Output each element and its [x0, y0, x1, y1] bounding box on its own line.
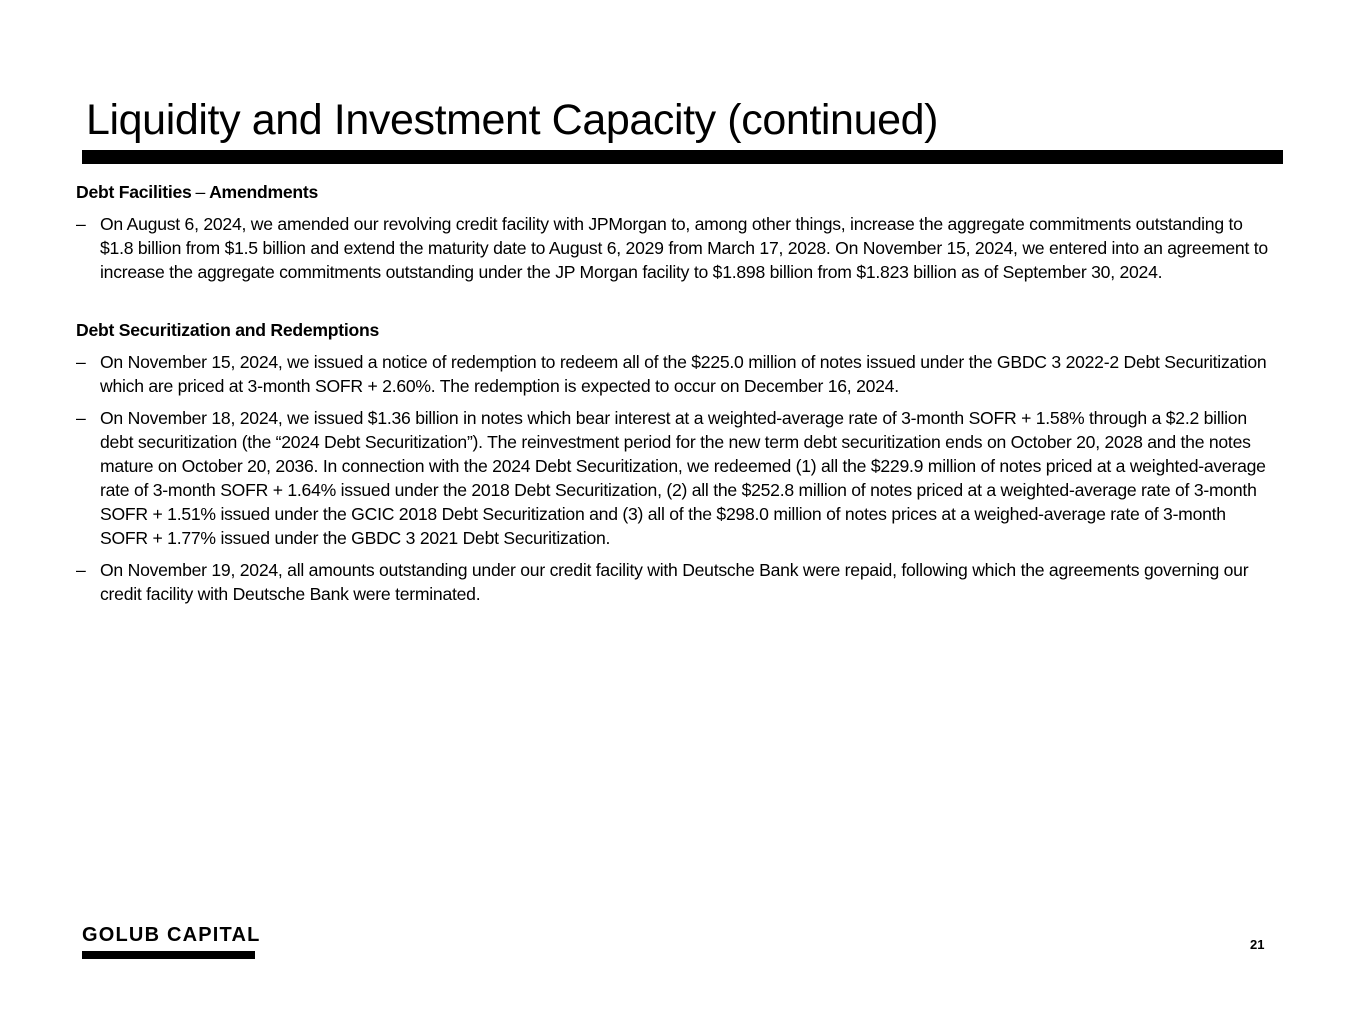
- section-heading-right: Amendments: [209, 182, 319, 202]
- dash-bullet-icon: –: [76, 352, 86, 372]
- dash-bullet-icon: –: [76, 214, 86, 234]
- list-item: [76, 558, 1276, 606]
- list-item: [76, 212, 1276, 284]
- bullet-list: [76, 212, 1276, 284]
- page-number: 21: [1250, 937, 1265, 952]
- list-item: [76, 350, 1276, 398]
- section-heading-left: Debt Facilities: [76, 182, 192, 202]
- title-divider: [82, 150, 1283, 164]
- section-debt-securitization: [76, 318, 1276, 606]
- bullet-text: On November 19, 2024, all amounts outstanding under our credit facility with Deutsche Bank were repaid, following which the agreements governing our credit facility with Deutsche Bank were terminated.: [100, 560, 1249, 604]
- company-logo: [82, 924, 261, 959]
- dash-bullet-icon: –: [76, 408, 86, 428]
- section-spacer: [76, 284, 1276, 318]
- list-item: [76, 406, 1276, 550]
- slide-body: [76, 180, 1276, 606]
- bullet-text: On November 15, 2024, we issued a notice of redemption to redeem all of the $225.0 million of notes issued under the GBDC 3 2022-2 Debt Securitization which are priced at 3-month SOFR + 2.60%. The redemption is expected to occur on December 16, 2024.: [100, 352, 1267, 396]
- section-heading-separator: –: [195, 182, 206, 202]
- bullet-text: On August 6, 2024, we amended our revolving credit facility with JPMorgan to, among other things, increase the aggregate commitments outstanding to $1.8 billion from $1.5 billion and extend the maturity date to August 6, 2029 from March 17, 2028. On November 15, 2024, we entered into an agreement to increase the aggregate commitments outstanding under the JP Morgan facility to $1.898 billion from $1.823 billion as of September 30, 2024.: [100, 214, 1268, 282]
- section-heading: [76, 180, 1276, 204]
- bullet-text: On November 18, 2024, we issued $1.36 billion in notes which bear interest at a weighted-average rate of 3-month SOFR + 1.58% through a $2.2 billion debt securitization (the “2024 Debt Securitization”). The reinvestment period for the new term debt securitization ends on October 20, 2028 and the notes mature on October 20, 2036. In connection with the 2024 Debt Securitization, we redeemed (1) all the $229.9 million of notes priced at a weighted-average rate of 3-month SOFR + 1.64% issued under the 2018 Debt Securitization, (2) all the $252.8 million of notes priced at a weighted-average rate of 3-month SOFR + 1.51% issued under the GCIC 2018 Debt Securitization and (3) all of the $298.0 million of notes prices at a weighed-average rate of 3-month SOFR + 1.77% issued under the GBDC 3 2021 Debt Securitization.: [100, 408, 1266, 548]
- bullet-list: [76, 350, 1276, 606]
- dash-bullet-icon: –: [76, 560, 86, 580]
- logo-wordmark: GOLUB CAPITAL: [82, 924, 261, 946]
- page-title: Liquidity and Investment Capacity (continued): [86, 96, 939, 144]
- logo-underline-bar: [82, 951, 255, 959]
- section-debt-facilities: [76, 180, 1276, 284]
- section-heading: Debt Securitization and Redemptions: [76, 320, 380, 340]
